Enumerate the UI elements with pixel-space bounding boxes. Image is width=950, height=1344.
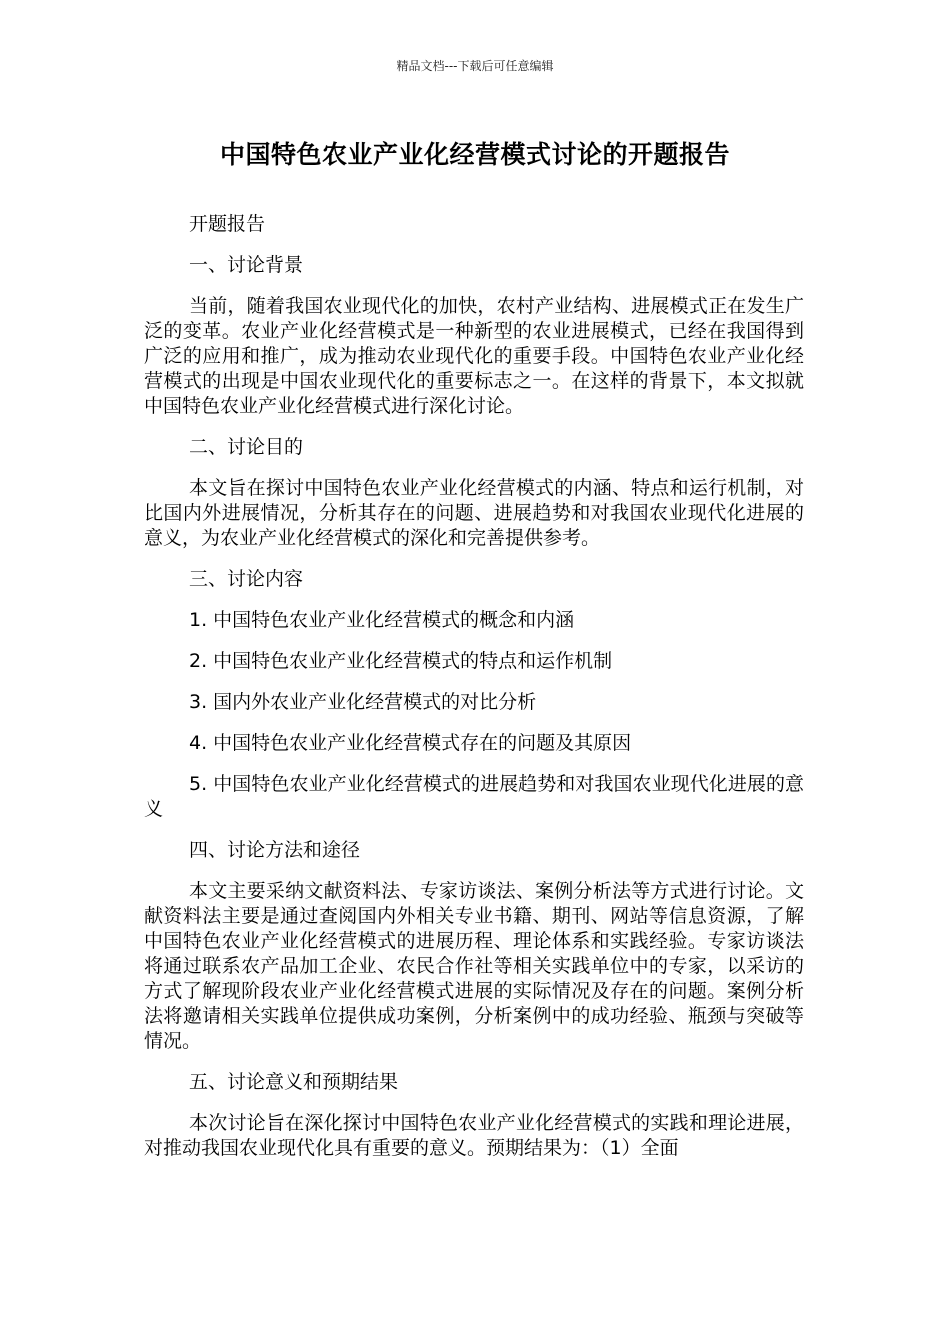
list-item-content-3: 3. 国内外农业产业化经营模式的对比分析: [189, 691, 537, 713]
list-item-content-4: 4. 中国特色农业产业化经营模式存在的问题及其原因: [189, 732, 632, 754]
section-heading-proposal: 开题报告: [189, 213, 266, 235]
section-heading-content: 三、讨论内容: [189, 568, 304, 590]
list-item-content-5: 5. 中国特色农业产业化经营模式的进展趋势和对我国农业现代化进展的意义: [144, 773, 804, 820]
section-heading-significance: 五、讨论意义和预期结果: [189, 1071, 399, 1093]
paragraph-purpose: 本文旨在探讨中国特色农业产业化经营模式的内涵、特点和运行机制，对比国内外进展情况，分析其存在的问题、进展趋势和对我国农业现代化进展的意义，为农业产业化经营模式的深化和完善提供参考。: [144, 477, 804, 549]
list-item-content-2: 2. 中国特色农业产业化经营模式的特点和运作机制: [189, 650, 613, 672]
paragraph-background: 当前，随着我国农业现代化的加快，农村产业结构、进展模式正在发生广泛的变革。农业产业化经营模式是一种新型的农业进展模式，已经在我国得到广泛的应用和推广，成为推动农业现代化的重要手段。中国特色农业产业化经营模式的出现是中国农业现代化的重要标志之一。在这样的背景下，本文拟就中国特色农业产业化经营模式进行深化讨论。: [144, 295, 804, 417]
document-body: [144, 212, 804, 1177]
section-heading-purpose: 二、讨论目的: [189, 436, 304, 458]
paragraph-significance: 本次讨论旨在深化探讨中国特色农业产业化经营模式的实践和理论进展，对推动我国农业现代化具有重要的意义。预期结果为：（1）全面: [144, 1112, 804, 1159]
paragraph-methods: 本文主要采纳文献资料法、专家访谈法、案例分析法等方式进行讨论。文献资料法主要是通过查阅国内外相关专业书籍、期刊、网站等信息资源，了解中国特色农业产业化经营模式的进展历程、理论体系和实践经验。专家访谈法将通过联系农产品加工企业、农民合作社等相关实践单位中的专家，以采访的方式了解现阶段农业产业化经营模式进展的实际情况及存在的问题。案例分析法将邀请相关实践单位提供成功案例，分析案例中的成功经验、瓶颈与突破等情况。: [144, 880, 804, 1052]
list-item-content-1: 1. 中国特色农业产业化经营模式的概念和内涵: [189, 609, 575, 631]
section-heading-methods: 四、讨论方法和途径: [189, 839, 361, 861]
document-title: 中国特色农业产业化经营模式讨论的开题报告: [219, 140, 730, 169]
running-header: 精品文档---下载后可任意编辑: [396, 59, 554, 73]
section-heading-background: 一、讨论背景: [189, 254, 304, 276]
